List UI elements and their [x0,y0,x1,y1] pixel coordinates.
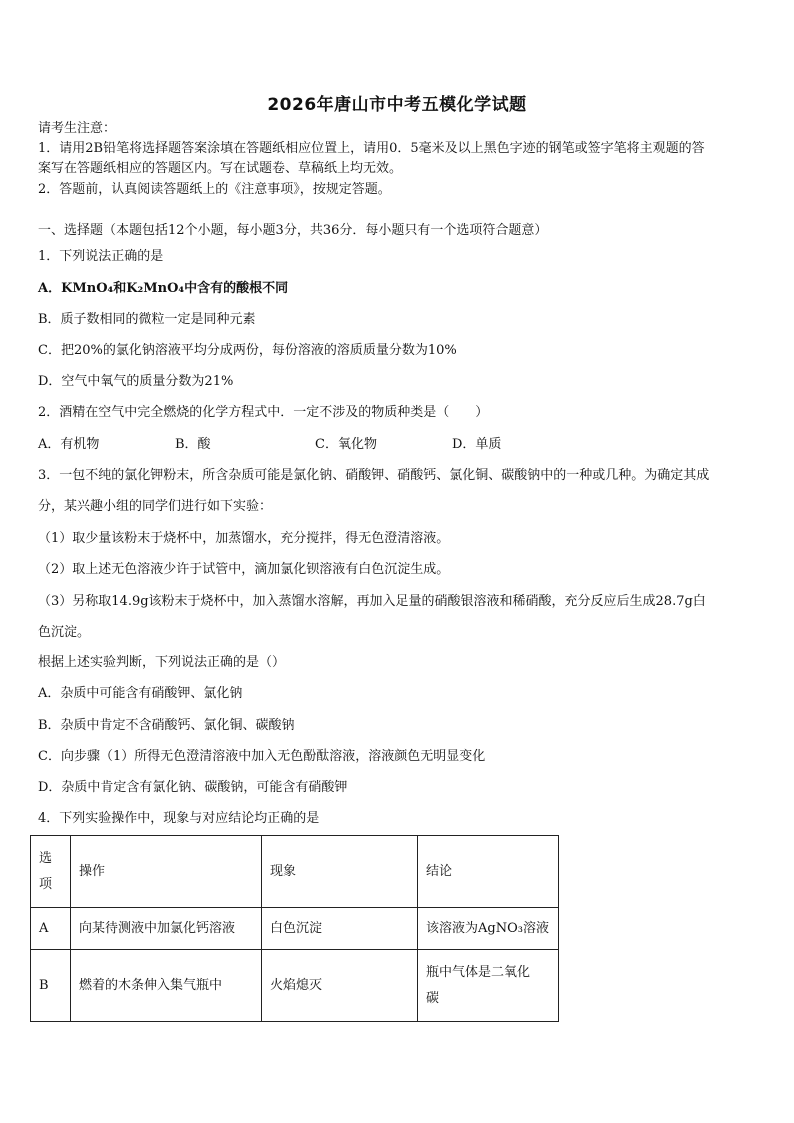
q4-stem: 4．下列实验操作中，现象与对应结论均正确的是 [38,811,320,826]
q1-option-c: C．把20%的氯化钠溶液平均分成两份，每份溶液的溶质质量分数为10% [38,343,457,358]
q2-option-a: A．有机物 [38,437,100,452]
q3-step-1: （1）取少量该粉末于烧杯中，加蒸馏水，充分搅拌，得无色澄清溶液。 [38,531,450,546]
q1-option-b: B．质子数相同的微粒一定是同种元素 [38,312,256,327]
row-b-phenomenon: 火焰熄灭 [262,950,418,1022]
q4-table [30,835,559,1022]
notice-item-2: 2．答题前，认真阅读答题纸上的《注意事项》，按规定答题。 [38,182,391,197]
q3-stem-line-2: 分，某兴趣小组的同学们进行如下实验： [38,499,273,514]
header-conclusion: 结论 [418,836,559,908]
header-option-char-1: 选 [39,850,53,866]
notice-item-1-line-1: 1．请用2B铅笔将选择题答案涂填在答题纸相应位置上，请用0．5毫米及以上黑色字迹的钢笔或签字笔将主观题的答 [38,141,705,156]
notice-item-1-line-2: 案写在答题纸相应的答题区内。写在试题卷、草稿纸上均无效。 [38,161,403,176]
header-option-char-2: 项 [39,876,53,892]
q3-option-d: D．杂质中肯定含有氯化钠、碳酸钠，可能含有硝酸钾 [38,780,348,795]
row-b-conclusion-line-2: 碳 [426,990,440,1006]
q3-option-a: A．杂质中可能含有硝酸钾、氯化钠 [38,686,243,701]
q3-question: 根据上述实验判断，下列说法正确的是（） [38,655,286,670]
row-b-option: B [31,950,71,1022]
table-header-row [31,836,559,908]
q3-step-3-line-2: 色沉淀。 [38,625,91,640]
header-option [31,836,71,908]
q2-option-b: B．酸 [175,437,211,452]
q3-step-3-line-1: （3）另称取14.9g该粉末于烧杯中，加入蒸馏水溶解，再加入足量的硝酸银溶液和稀硝酸，充分反应后生成28.7g白 [38,594,706,609]
header-operation: 操作 [71,836,262,908]
row-a-conclusion: 该溶液为AgNO₃溶液 [418,908,559,950]
q1-stem: 1．下列说法正确的是 [38,249,164,264]
table-row [31,908,559,950]
header-phenomenon: 现象 [262,836,418,908]
row-b-conclusion [418,950,559,1022]
q3-option-b: B．杂质中肯定不含硝酸钙、氯化铜、碳酸钠 [38,718,295,733]
table-row [31,950,559,1022]
q1-option-a: A．KMnO₄和K₂MnO₄中含有的酸根不同 [38,281,289,296]
q2-stem: 2．酒精在空气中完全燃烧的化学方程式中．一定不涉及的物质种类是（ ） [38,405,489,420]
row-a-operation: 向某待测液中加氯化钙溶液 [71,908,262,950]
page-title: 2026年唐山市中考五模化学试题 [267,95,527,115]
notice-heading: 请考生注意： [38,121,117,136]
row-a-option: A [31,908,71,950]
q1-option-d: D．空气中氧气的质量分数为21% [38,374,234,389]
row-a-phenomenon: 白色沉淀 [262,908,418,950]
q2-option-d: D．单质 [452,437,502,452]
row-b-operation: 燃着的木条伸入集气瓶中 [71,950,262,1022]
row-b-conclusion-line-1: 瓶中气体是二氧化 [426,964,531,980]
q3-stem-line-1: 3．一包不纯的氯化钾粉末，所含杂质可能是氯化钠、硝酸钾、硝酸钙、氯化铜、碳酸钠中的一种或几种。为确定其成 [38,468,710,483]
q2-option-c: C．氧化物 [315,437,377,452]
q3-step-2: （2）取上述无色溶液少许于试管中，滴加氯化钡溶液有白色沉淀生成。 [38,562,450,577]
q3-option-c: C．向步骤（1）所得无色澄清溶液中加入无色酚酞溶液，溶液颜色无明显变化 [38,749,486,764]
section-heading: 一、选择题（本题包括12个小题，每小题3分，共36分．每小题只有一个选项符合题意） [38,223,548,238]
